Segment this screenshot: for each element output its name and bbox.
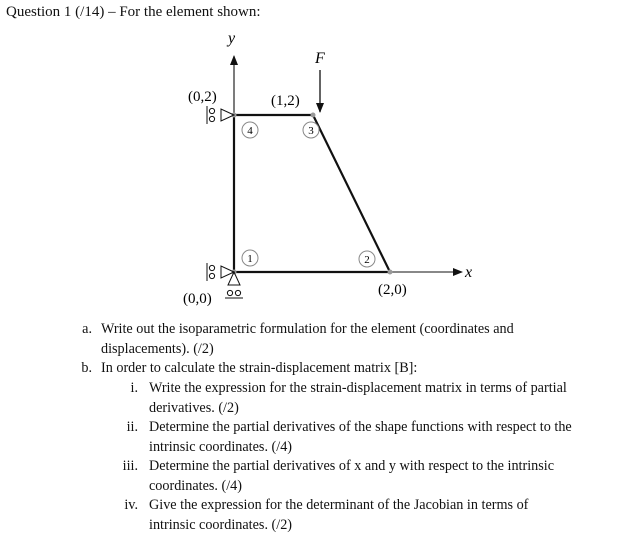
part-a-label: a. [82,321,92,337]
node-number-2-text: 2 [364,254,370,266]
element-outline [234,115,390,272]
subpart-iii-line-2: coordinates. (/4) [149,477,242,494]
part-a-line-1: Write out the isoparametric formulation for the element (coordinates and [101,321,514,337]
subpart-iv-line-2: intrinsic coordinates. (/2) [149,516,293,533]
node-number-4-text: 4 [247,125,253,137]
node-number-4 [242,122,258,138]
subpart-i-line-2: derivatives. (/2) [149,399,239,416]
coord-label-node4: (0,2) [188,89,217,105]
subpart-iii-line-1: Determine the partial derivatives of x and y with respect to the intrinsic [149,458,555,474]
coord-label-node2: (2,0) [378,282,407,298]
roller-support-node4 [207,106,234,124]
node-number-1 [242,250,258,266]
node-dot-3 [311,113,316,118]
coord-label-node3: (1,2) [271,93,300,109]
subpart-iii-label: iii. [122,458,138,474]
subpart-i-line-1: Write the expression for the strain-displacement matrix in terms of partial [149,380,567,396]
subpart-iv-line-1: Give the expression for the determinant of the Jacobian in terms of [149,497,529,513]
force-label: F [315,50,325,67]
node-number-1-text: 1 [247,253,253,265]
roller-support-node1-horizontal [207,263,234,281]
y-axis-label: y [228,30,236,47]
roller-support-node1-vertical [225,272,243,298]
question-title: Question 1 (/14) – For the element shown: [6,4,261,20]
subpart-ii-line-2: intrinsic coordinates. (/4) [149,438,293,455]
subpart-ii-line-1: Determine the partial derivatives of the shape functions with respect to the [149,419,572,435]
part-a-line-2: displacements). (/2) [101,340,214,357]
node-number-2 [359,251,375,267]
part-b-line: In order to calculate the strain-displacement matrix [B]: [101,360,418,376]
node-dot-2 [388,270,393,275]
node-number-3 [303,122,319,138]
subpart-i-label: i. [130,380,138,396]
subpart-iv-label: iv. [124,497,138,513]
x-axis-label: x [465,264,473,281]
part-b-label: b. [81,360,92,376]
coord-label-node1: (0,0) [183,291,212,307]
subpart-ii-label: ii. [126,419,138,435]
node-number-3-text: 3 [308,125,314,137]
